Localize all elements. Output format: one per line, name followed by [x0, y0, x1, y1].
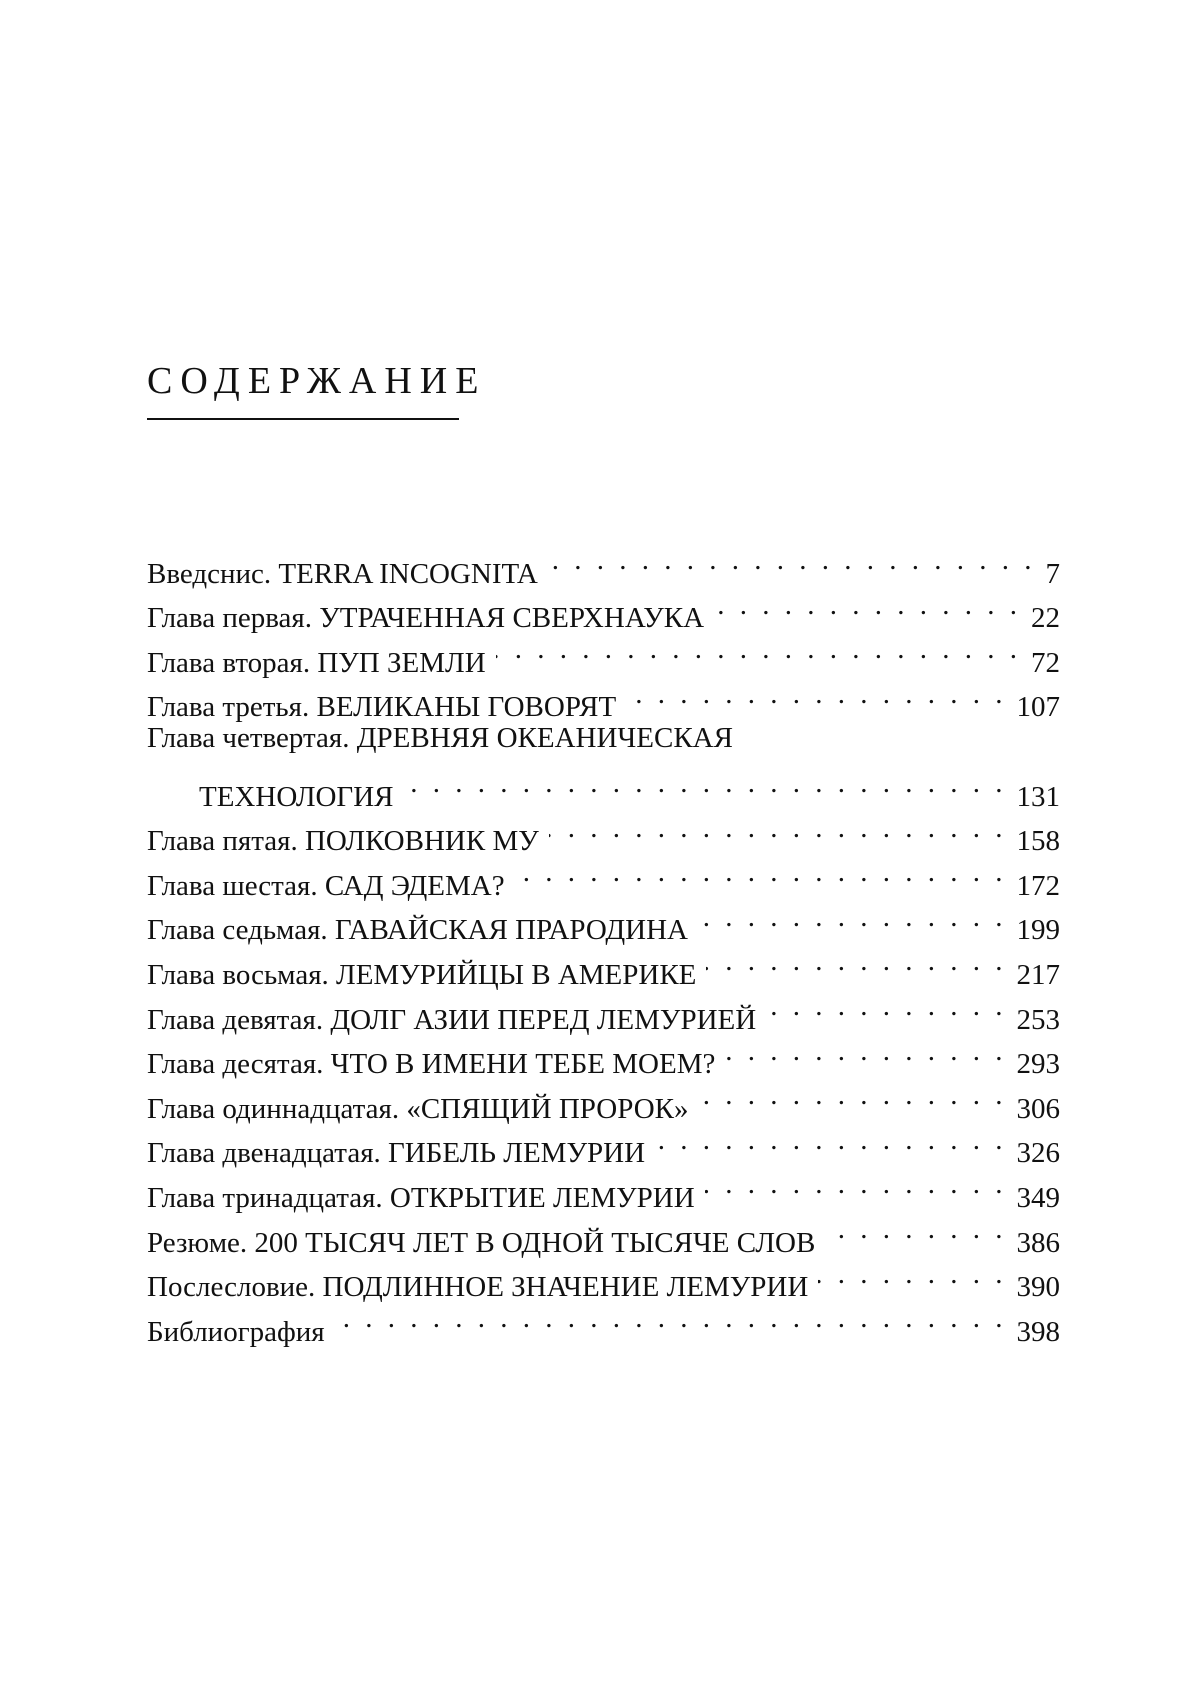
toc-heading: СОДЕРЖАНИЕ [147, 360, 487, 402]
toc-entry-title: Глава шестая. САД ЭДЕМА? [147, 869, 505, 902]
toc-entry-title: Глава вторая. ПУП ЗЕМЛИ [147, 646, 486, 679]
dot-leader [706, 939, 1006, 984]
heading-underline [147, 418, 459, 420]
toc-entry-page-number: 349 [1016, 1181, 1060, 1214]
toc-entry-title: Послесловие. ПОДЛИННОЕ ЗНАЧЕНИЕ ЛЕМУРИИ [147, 1271, 809, 1304]
dot-leader [515, 850, 1007, 895]
dot-leader [403, 761, 1006, 806]
toc-list [147, 538, 1060, 1348]
toc-entry-title: Глава седьмая. ГАВАЙСКАЯ ПРАРОДИНА [147, 914, 688, 947]
toc-entry-title: Глава десятая. ЧТО В ИМЕНИ ТЕБЕ МОЕМ? [147, 1048, 716, 1081]
dot-leader [705, 1162, 1007, 1207]
toc-entry-title: Глава двенадцатая. ГИБЕЛЬ ЛЕМУРИИ [147, 1137, 646, 1170]
toc-entry-page-number: 217 [1016, 958, 1060, 991]
dot-leader [496, 627, 1021, 672]
toc-entry-page-number: 107 [1016, 691, 1060, 724]
toc-entry-page-number: 326 [1016, 1137, 1060, 1170]
dot-leader [825, 1207, 1006, 1252]
toc-entry-page-number: 199 [1016, 914, 1060, 947]
toc-entry-page-number: 293 [1016, 1048, 1060, 1081]
toc-entry-page-number: 306 [1016, 1092, 1060, 1125]
toc-entry-continuation [147, 761, 1060, 813]
toc-entry-page-number: 158 [1016, 825, 1060, 858]
toc-entry-page-number: 253 [1016, 1003, 1060, 1036]
toc-entry-title-continuation: ТЕХНОЛОГИЯ [199, 780, 394, 813]
dot-leader [699, 1073, 1007, 1118]
toc-entry-page-number: 386 [1016, 1226, 1060, 1259]
toc-entry-page-number: 22 [1031, 602, 1060, 635]
toc-entry-introduction[interactable] [147, 538, 1060, 590]
dot-leader [548, 538, 1036, 583]
toc-entry-title: Глава тринадцатая. ОТКРЫТИЕ ЛЕМУРИИ [147, 1181, 695, 1214]
toc-entry-title: Глава одиннадцатая. «СПЯЩИЙ ПРОРОК» [147, 1092, 689, 1125]
toc-entry-page-number: 172 [1016, 869, 1060, 902]
toc-entry-page-number: 131 [1016, 780, 1060, 813]
toc-entry-title: Библиография [147, 1315, 325, 1348]
toc-entry-page-number: 390 [1016, 1271, 1060, 1304]
toc-entry-chapter-4[interactable] [147, 716, 1060, 813]
toc-entry-page-number: 398 [1016, 1315, 1060, 1348]
toc-entry-title: Глава пятая. ПОЛКОВНИК МУ [147, 825, 539, 858]
toc-entry-title: Глава третья. ВЕЛИКАНЫ ГОВОРЯТ [147, 691, 617, 724]
toc-entry-title: Глава восьмая. ЛЕМУРИЙЦЫ В АМЕРИКЕ [147, 958, 697, 991]
toc-entry-title: Глава четвертая. ДРЕВНЯЯ ОКЕАНИЧЕСКАЯ [147, 722, 733, 755]
dot-leader [714, 583, 1021, 628]
toc-entry-title: Глава девятая. ДОЛГ АЗИИ ПЕРЕД ЛЕМУРИЕЙ [147, 1003, 757, 1036]
toc-entry-title: Введснис. TERRA INCOGNITA [147, 557, 538, 590]
dot-leader [626, 672, 1006, 717]
dot-leader [335, 1296, 1007, 1341]
dot-leader [766, 984, 1006, 1029]
toc-entry-page-number: 72 [1031, 646, 1060, 679]
dot-leader [549, 806, 1007, 851]
toc-entry-title: Резюме. 200 ТЫСЯЧ ЛЕТ В ОДНОЙ ТЫСЯЧЕ СЛОВ [147, 1226, 816, 1259]
toc-entry-title: Глава первая. УТРАЧЕННАЯ СВЕРХНАУКА [147, 602, 705, 635]
dot-leader [725, 1029, 1006, 1074]
dot-leader [698, 895, 1007, 940]
dot-leader [655, 1118, 1006, 1163]
dot-leader [818, 1252, 1006, 1297]
toc-entry-page-number: 7 [1045, 557, 1060, 590]
